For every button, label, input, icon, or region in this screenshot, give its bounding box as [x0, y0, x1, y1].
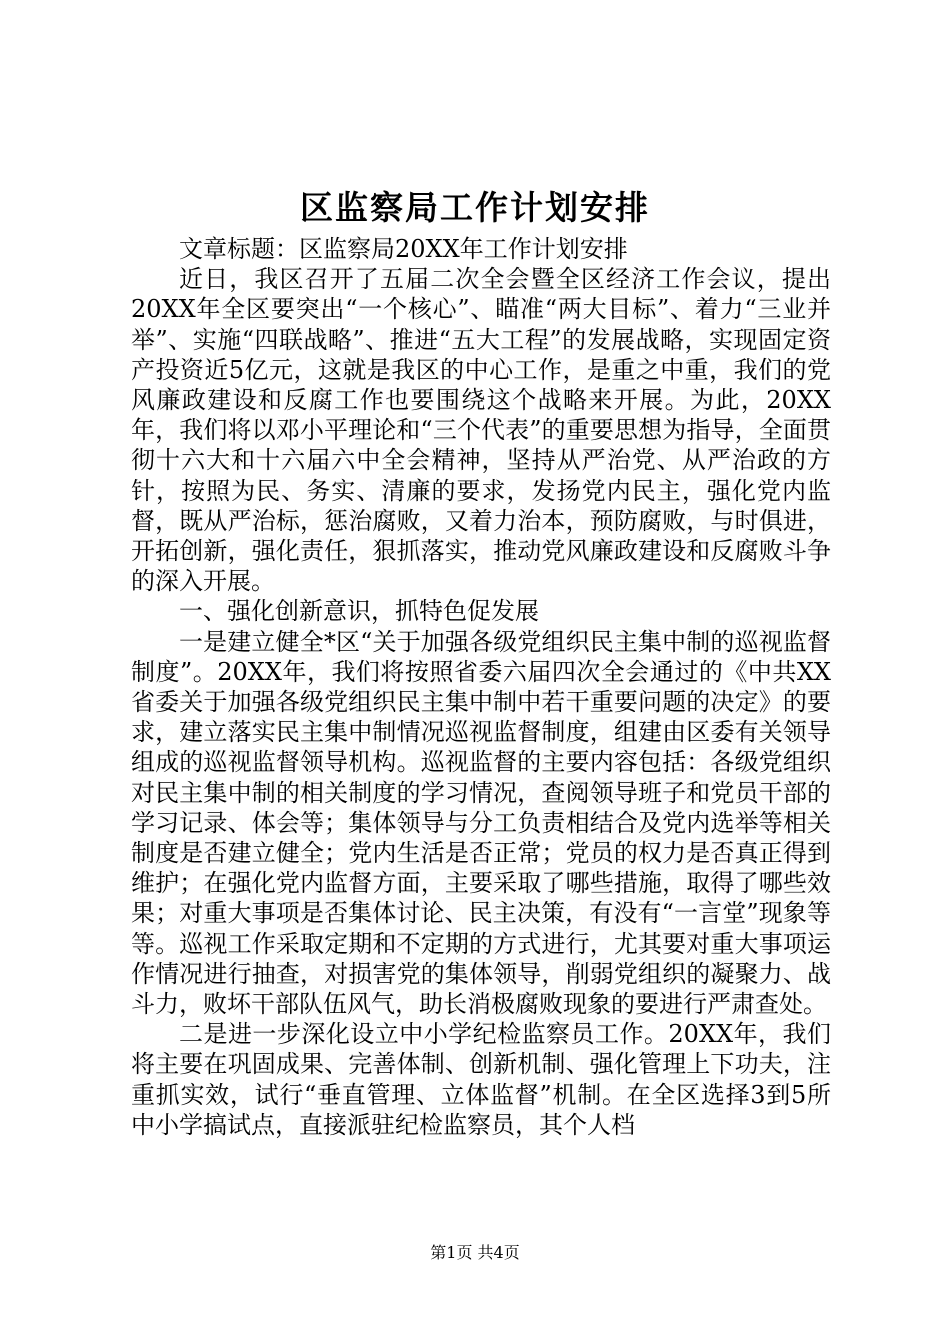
intro-paragraph: 近日，我区召开了五届二次全会暨全区经济工作会议，提出20XX年全区要突出“一个核心”、瞄准“两大目标”、着力“三业并举”、实施“四联战略”、推进“五大工程”的发展战略，实现固定资产投资近5亿元，这就是我区的中心工作，是重之中重，我们的党风廉政建设和反腐工作也要围绕这个战略来开展。为此，20XX年，我们将以邓小平理论和“三个代表”的重要思想为指导，全面贯彻十六大和十六届六中全会精神，坚持从严治党、从严治政的方针，按照为民、务实、清廉的要求，发扬党内民主，强化党内监督，既从严治标，惩治腐败，又着力治本，预防腐败，与时俱进，开拓创新，强化责任，狠抓落实，推动党风廉政建设和反腐败斗争的深入开展。 — [131, 265, 831, 596]
document-body — [131, 234, 831, 1140]
article-title-line: 文章标题：区监察局20XX年工作计划安排 — [179, 235, 628, 263]
section-heading: 一、强化创新意识，抓特色促发展 — [179, 597, 539, 626]
page-footer: 第1页 共4页 — [430, 1243, 520, 1262]
body-paragraph: 一是建立健全*区“关于加强各级党组织民主集中制的巡视监督制度”。20XX年，我们将按照省委六届四次全会通过的《中共XX省委关于加强各级党组织民主集中制中若干重要问题的决定》的要求，建立落实民主集中制情况巡视监督制度，组建由区委有关领导组成的巡视监督领导机构。巡视监督的主要内容包括：各级党组织对民主集中制的相关制度的学习情况，查阅领导班子和党员干部的学习记录、体会等；集体领导与分工负责相结合及党内选举等相关制度是否建立健全；党内生活是否正常；党员的权力是否真正得到维护；在强化党内监督方面，主要采取了哪些措施，取得了哪些效果；对重大事项是否集体讨论、民主决策，有没有“一言堂”现象等等。巡视工作采取定期和不定期的方式进行，尤其要对重大事项运作情况进行抽查，对损害党的集体领导，削弱党组织的凝聚力、战斗力，败坏干部队伍风气，助长消极腐败现象的要进行严肃查处。 — [131, 627, 831, 1019]
document-title: 区监察局工作计划安排 — [300, 188, 650, 227]
body-paragraph: 二是进一步深化设立中小学纪检监察员工作。20XX年，我们将主要在巩固成果、完善体制、创新机制、强化管理上下功夫，注重抓实效，试行“垂直管理、立体监督”机制。在全区选择3到5所中小学搞试点，直接派驻纪检监察员，其个人档 — [131, 1020, 831, 1139]
